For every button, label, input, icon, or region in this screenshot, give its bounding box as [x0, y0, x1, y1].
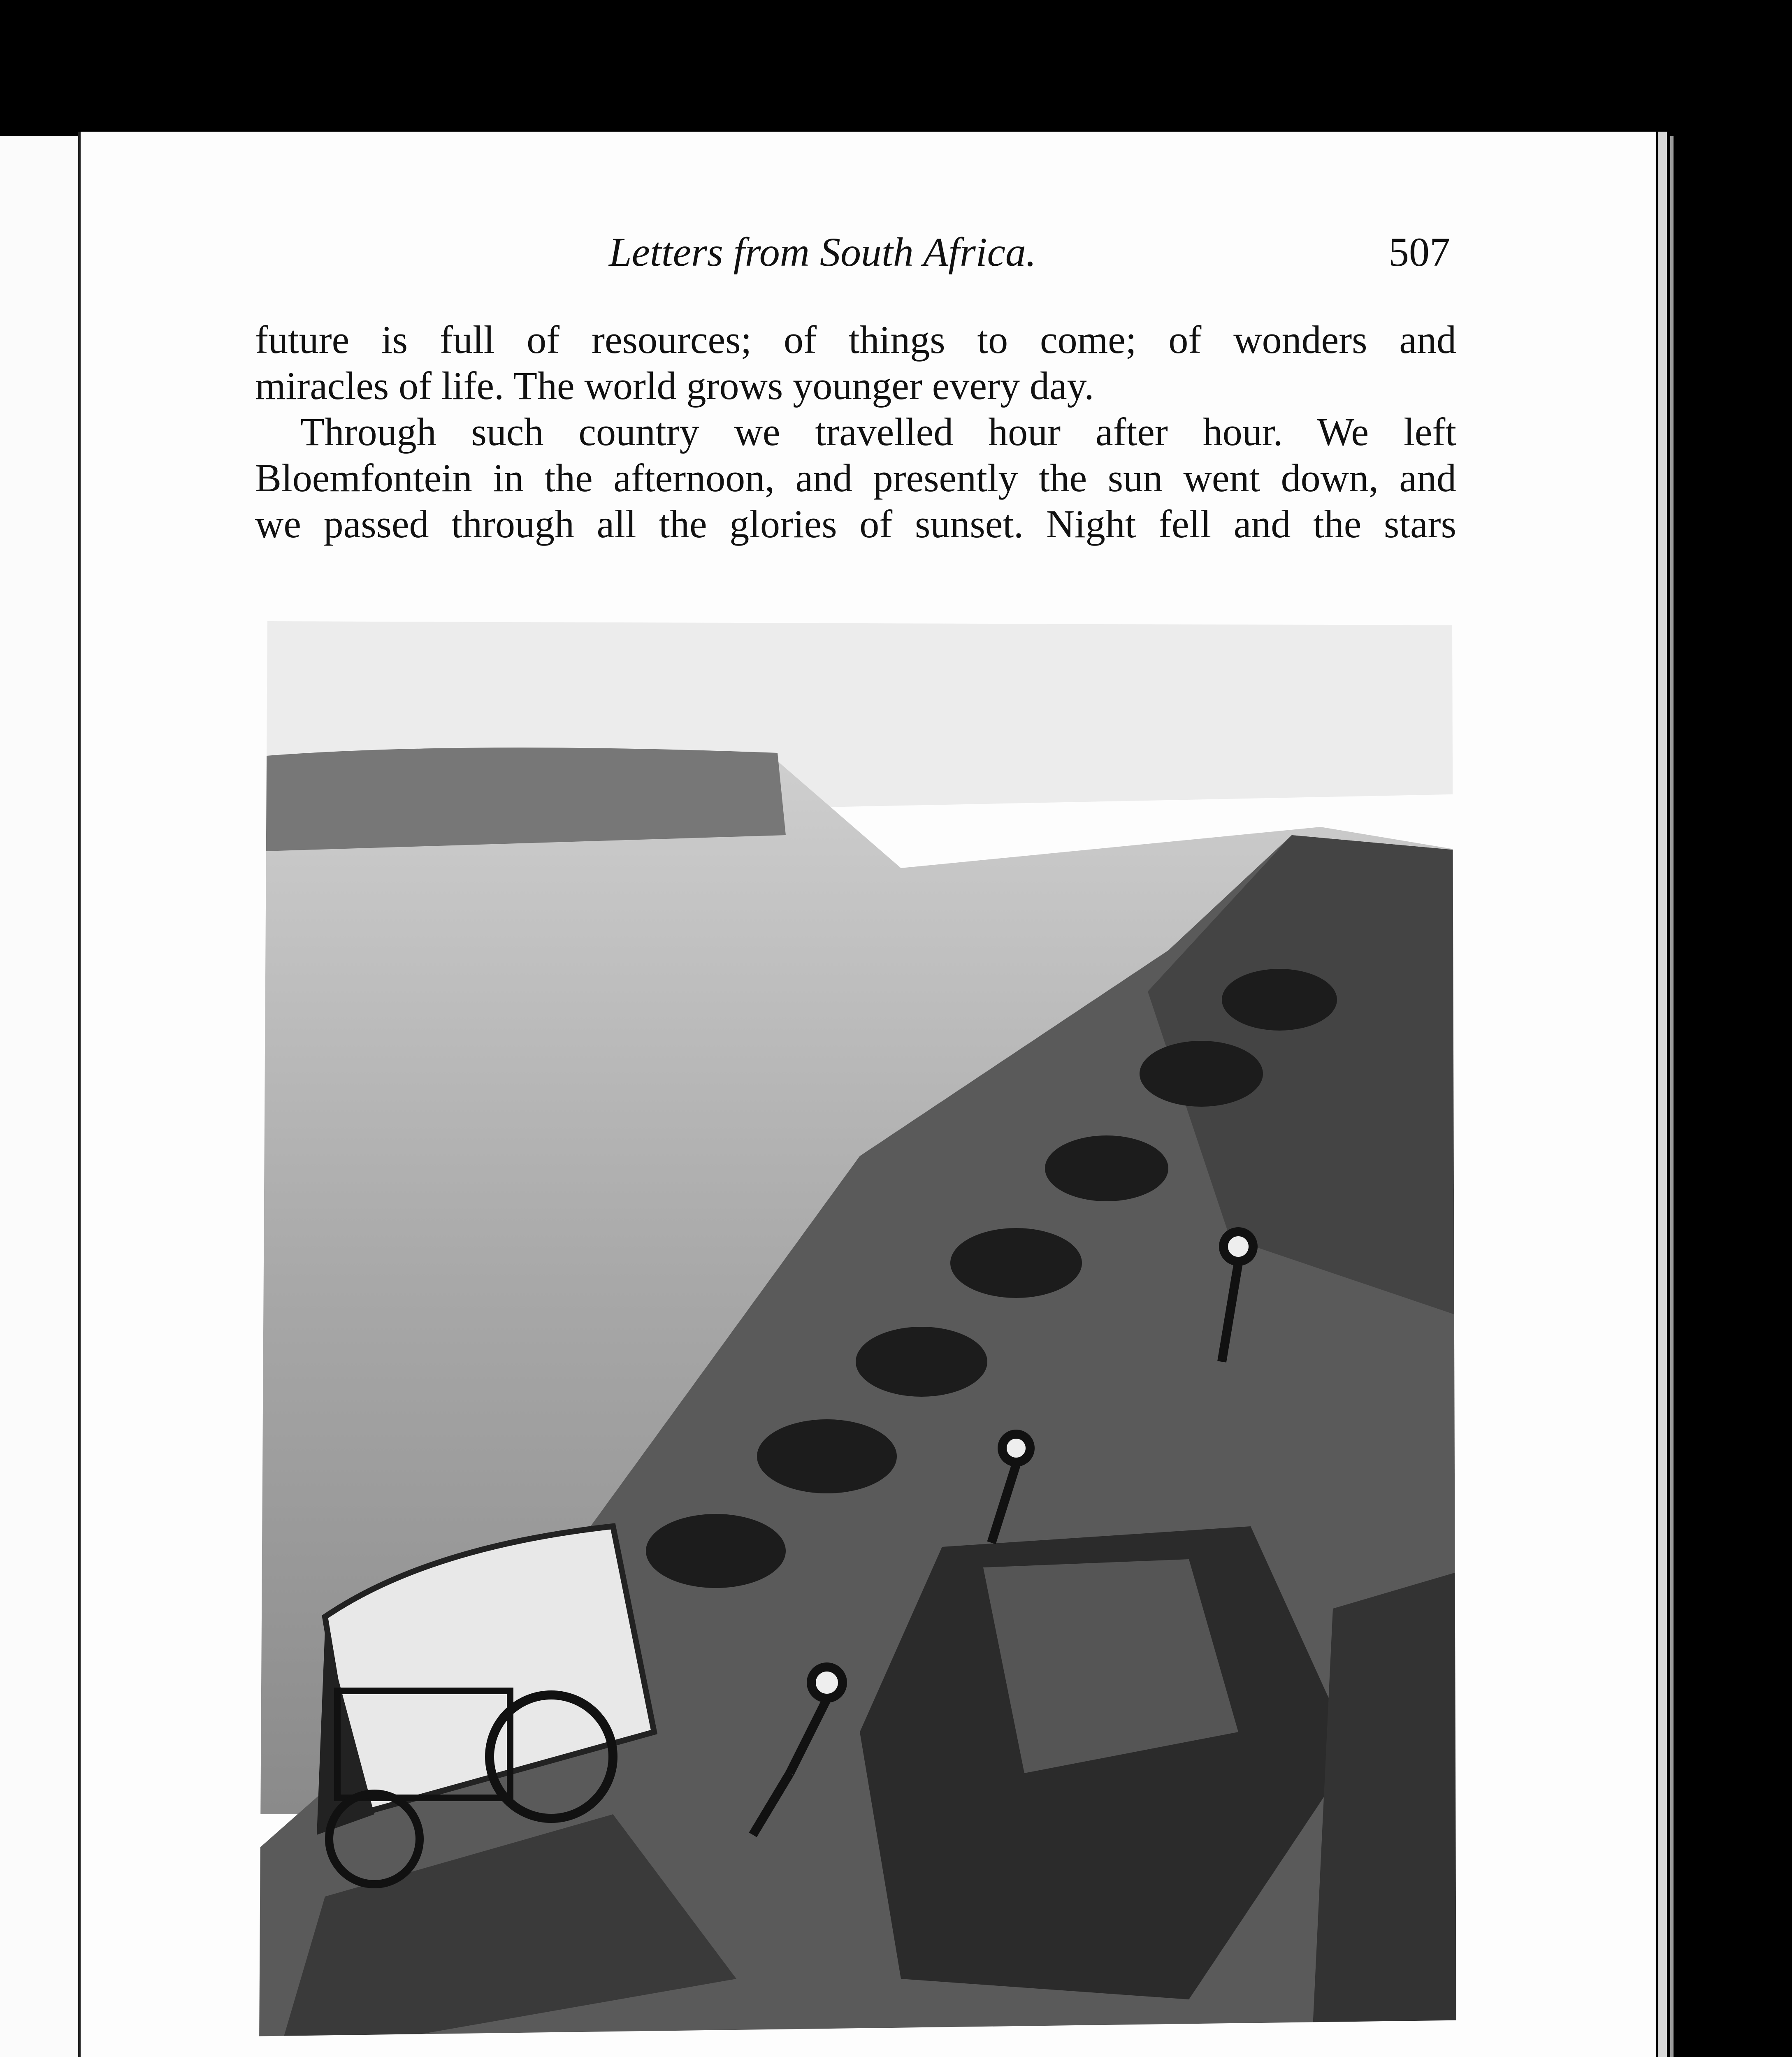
- text-line: we passed through all the glories of sunset. Night fell and the stars: [255, 502, 1456, 546]
- text-line: miracles of life. The world grows younger every day.: [255, 364, 1094, 408]
- page-edge-shadow: [1670, 136, 1674, 2057]
- text-line: Through such country we travelled hour after hour. We left: [300, 410, 1456, 454]
- facing-page-edge: [0, 136, 91, 2057]
- running-head: Letters from South Africa.: [609, 229, 1036, 275]
- page-edge: [1658, 132, 1667, 2057]
- page-number: 507: [1388, 229, 1450, 275]
- text-line: future is full of resources; of things to come; of wonders and: [255, 318, 1456, 362]
- text-line: Bloemfontein in the afternoon, and presently the sun went down, and: [255, 456, 1456, 500]
- illustration-ox-wagon: [243, 621, 1477, 2045]
